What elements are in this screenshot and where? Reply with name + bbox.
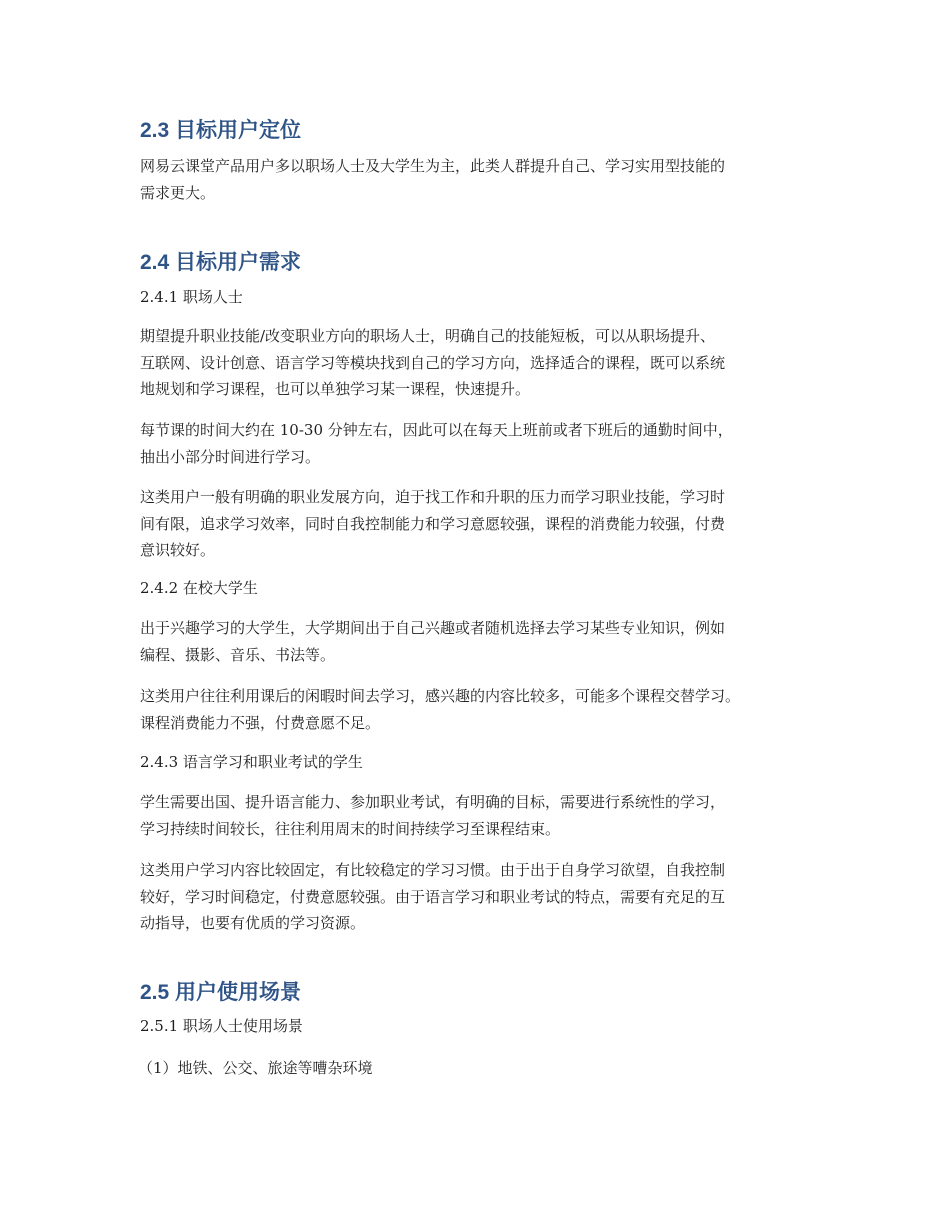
text-line: 学习持续时间较长，往往利用周末的时间持续学习至课程结束。: [140, 819, 561, 838]
text-line: 较好，学习时间稳定，付费意愿较强。由于语言学习和职业考试的特点，需要有充足的互: [140, 887, 726, 906]
paragraph-professionals-3: [140, 484, 820, 564]
list-item-scenario-1: （1）地铁、公交、旅途等嘈杂环境: [138, 1059, 373, 1077]
heading-2-3: 2.3 目标用户定位: [140, 119, 302, 142]
text-line: 抽出小部分时间进行学习。: [140, 447, 321, 466]
text-line: 间有限，追求学习效率，同时自我控制能力和学习意愿较强，课程的消费能力较强，付费: [140, 514, 726, 533]
text-line: 编程、摄影、音乐、书法等。: [140, 645, 336, 664]
text-line: 每节课的时间大约在 10-30 分钟左右，因此可以在每天上班前或者下班后的通勤时间中，: [140, 421, 733, 439]
text-line: 网易云课堂产品用户多以职场人士及大学生为主，此类人群提升自己、学习实用型技能的: [140, 157, 726, 175]
text-line: 期望提升职业技能/改变职业方向的职场人士，明确自己的技能短板，可以从职场提升、: [140, 327, 716, 345]
subheading-2-4-2: 2.4.2 在校大学生: [140, 579, 258, 597]
text-line: 课程消费能力不强，付费意愿不足。: [140, 713, 381, 732]
subheading-2-4-1: 2.4.1 职场人士: [140, 288, 243, 306]
text-line: 动指导，也要有优质的学习资源。: [140, 914, 366, 932]
text-line: 这类用户往往利用课后的闲暇时间去学习，感兴趣的内容比较多，可能多个课程交替学习。: [140, 687, 741, 705]
paragraph-students-1: [140, 615, 820, 668]
paragraph-exam-students-1: [140, 789, 820, 842]
paragraph-professionals-2: [140, 417, 820, 470]
text-line: 互联网、设计创意、语言学习等模块找到自己的学习方向，选择适合的课程，既可以系统: [140, 353, 726, 372]
text-line: 这类用户一般有明确的职业发展方向，迫于找工作和升职的压力而学习职业技能，学习时: [140, 488, 726, 506]
text-line: 地规划和学习课程，也可以单独学习某一课程，快速提升。: [140, 380, 531, 398]
text-line: 需求更大。: [140, 183, 216, 202]
text-line: 这类用户学习内容比较固定，有比较稳定的学习习惯。由于出于自身学习欲望，自我控制: [140, 861, 726, 879]
paragraph-professionals-1: [140, 323, 820, 403]
text-line: 出于兴趣学习的大学生，大学期间出于自己兴趣或者随机选择去学习某些专业知识，例如: [140, 619, 726, 637]
heading-2-5: 2.5 用户使用场景: [140, 981, 302, 1004]
text-line: 意识较好。: [140, 541, 216, 559]
paragraph-target-user-positioning: [140, 153, 820, 206]
subheading-2-5-1: 2.5.1 职场人士使用场景: [140, 1017, 303, 1035]
text-line: 学生需要出国、提升语言能力、参加职业考试，有明确的目标，需要进行系统性的学习，: [140, 793, 726, 811]
paragraph-students-2: [140, 683, 820, 736]
subheading-2-4-3: 2.4.3 语言学习和职业考试的学生: [140, 753, 363, 771]
heading-2-4: 2.4 目标用户需求: [140, 251, 302, 274]
paragraph-exam-students-2: [140, 857, 820, 937]
